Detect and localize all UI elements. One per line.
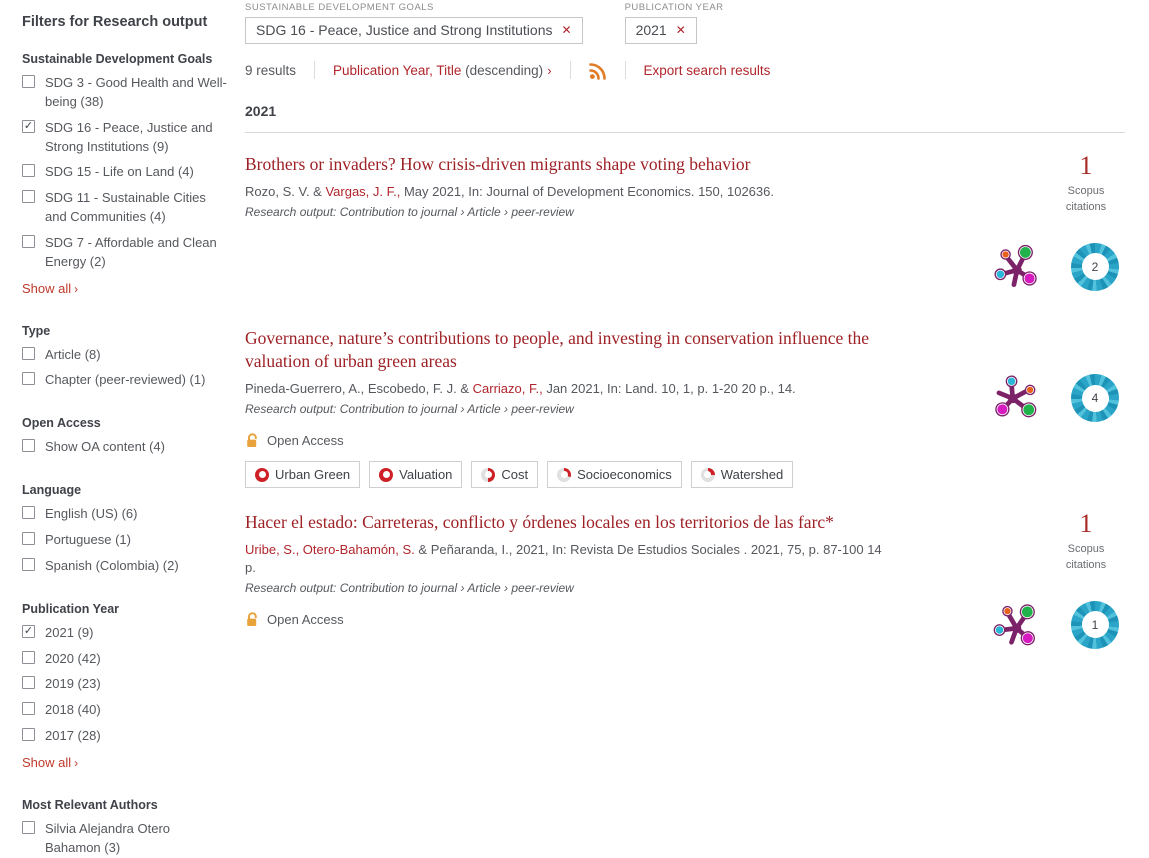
filter-option-label: 2021 (9) — [45, 624, 94, 640]
metric-badges — [991, 600, 1119, 650]
active-filter-year — [625, 2, 724, 44]
open-access-icon — [245, 611, 259, 627]
active-filters-bar — [245, 2, 1125, 44]
filter-option-2019[interactable] — [22, 675, 229, 694]
filter-option-sdg3[interactable] — [22, 74, 229, 112]
keyword-label: Valuation — [399, 467, 453, 483]
filter-option-portuguese[interactable] — [22, 531, 229, 550]
altmetric-donut-badge[interactable] — [1071, 601, 1119, 649]
filter-option-sdg15[interactable] — [22, 163, 229, 182]
keyword-chip[interactable] — [547, 461, 682, 488]
section-heading: Language — [22, 483, 82, 498]
checkbox-icon[interactable] — [22, 372, 35, 385]
author-link[interactable]: Uribe, S., Otero-Bahamón, S. — [245, 542, 415, 558]
filter-option-label: 2018 (40) — [45, 702, 101, 718]
divider — [245, 132, 1125, 133]
scopus-citations — [1053, 153, 1119, 216]
altmetric-score: 4 — [1082, 385, 1109, 412]
keyword-label: Socioeconomics — [577, 467, 672, 483]
checkbox-icon[interactable] — [22, 558, 35, 571]
result-title-link[interactable]: Brothers or invaders? How crisis-driven migrants shape voting behavior — [245, 154, 751, 174]
filter-option-label: English (US) (6) — [45, 506, 138, 522]
keyword-weight-ring-icon — [481, 468, 495, 482]
filter-chip-2021[interactable] — [625, 17, 697, 44]
rss-feed-button[interactable] — [589, 61, 607, 79]
filter-option-2017[interactable] — [22, 727, 229, 746]
keyword-chip[interactable] — [691, 461, 793, 488]
chevron-right-icon: › — [547, 62, 552, 78]
plumx-metrics-icon[interactable] — [991, 242, 1041, 292]
active-filter-sdg — [245, 2, 583, 44]
filter-option-chapter[interactable] — [22, 371, 229, 390]
result-type-line: Research output: Contribution to journal › Article › peer-review — [245, 205, 574, 220]
filters-sidebar — [0, 0, 243, 855]
filter-option-article[interactable] — [22, 346, 229, 365]
scopus-citations — [1053, 511, 1119, 574]
checkbox-icon[interactable] — [22, 532, 35, 545]
filter-option-label: SDG 16 - Peace, Justice and Strong Institutions (9) — [45, 119, 213, 154]
section-heading: Sustainable Development Goals — [22, 52, 213, 66]
result-title-link[interactable]: Hacer el estado: Carreteras, conflicto y órdenes locales en los territorios de las farc* — [245, 512, 834, 532]
checkbox-icon[interactable] — [22, 821, 35, 834]
filter-section-language — [22, 483, 229, 576]
metric-badges — [991, 373, 1119, 423]
checkbox-icon[interactable] — [22, 347, 35, 360]
checkbox-icon[interactable] — [22, 75, 35, 88]
section-heading: Type — [22, 323, 51, 338]
section-heading: Open Access — [22, 416, 101, 431]
remove-filter-icon[interactable]: ✕ — [675, 23, 686, 37]
remove-filter-icon[interactable]: ✕ — [561, 23, 572, 37]
filter-option-label: SDG 15 - Life on Land (4) — [45, 164, 194, 180]
filter-chip-sdg16[interactable] — [245, 17, 583, 44]
filter-option-label: Spanish (Colombia) (2) — [45, 557, 179, 573]
scopus-citation-count: 1 — [1079, 509, 1093, 538]
checkbox-icon[interactable]: ✓ — [23, 624, 34, 637]
filter-option-label: Chapter (peer-reviewed) (1) — [45, 372, 206, 388]
filter-option-label: SDG 3 - Good Health and Well-being (38) — [45, 75, 227, 109]
scopus-citation-count: 1 — [1079, 151, 1093, 180]
filter-option-author-otero[interactable] — [22, 820, 229, 858]
filter-option-label: 2020 (42) — [45, 650, 101, 666]
result-authors: Rozo, S. V. & Vargas, J. F., May 2021, In: Journal of Development Economics. 150, 102636. — [245, 184, 774, 200]
filter-option-label: Article (8) — [45, 346, 101, 362]
filter-option-label: Silvia Alejandra Otero Bahamon (3) — [45, 820, 171, 855]
result-item — [245, 153, 1125, 313]
scopus-citation-label: Scopus citations — [1065, 543, 1107, 571]
result-authors: Uribe, S., Otero-Bahamón, S. & Peñaranda, I., 2021, In: Revista De Estudios Sociales . 2021, 75, p. 87-100 14 p. — [245, 542, 882, 576]
keyword-weight-ring-icon — [557, 468, 571, 482]
filter-chip-value: SDG 16 - Peace, Justice and Strong Institutions — [256, 22, 553, 38]
altmetric-score: 2 — [1082, 253, 1109, 280]
chevron-right-icon: › — [74, 281, 79, 296]
result-type-line: Research output: Contribution to journal › Article › peer-review — [245, 581, 574, 596]
result-content — [245, 153, 883, 313]
filter-option-label: Portuguese (1) — [45, 531, 131, 547]
filter-option-label: SDG 7 - Affordable and Clean Energy (2) — [45, 234, 217, 269]
result-content — [245, 327, 883, 495]
results-count: 9 results — [245, 62, 297, 78]
show-all-link[interactable]: Show all › — [22, 754, 79, 770]
filter-option-label: 2019 (23) — [45, 676, 101, 692]
checkbox-icon[interactable] — [22, 728, 35, 741]
metric-badges — [991, 242, 1119, 292]
filter-option-sdg16[interactable] — [22, 119, 229, 157]
filters-title: Filters for Research output — [22, 14, 208, 30]
result-authors: Pineda-Guerrero, A., Escobedo, F. J. & Carriazo, F., Jan 2021, In: Land. 10, 1, p. 1-20 20 p., 14. — [245, 381, 796, 397]
checkbox-icon[interactable] — [22, 235, 35, 248]
keyword-chip[interactable] — [471, 461, 538, 488]
filter-option-label: Show OA content (4) — [45, 439, 165, 455]
filter-section-open-access — [22, 416, 229, 457]
checkbox-icon[interactable] — [22, 676, 35, 689]
section-heading: Most Relevant Authors — [22, 797, 158, 812]
result-item — [245, 327, 1125, 495]
year-group-heading: 2021 — [245, 103, 277, 119]
keyword-chips — [245, 461, 883, 488]
results-main — [243, 0, 1149, 652]
result-title-link[interactable]: Governance, nature’s contributions to people, and investing in conservation influence the valuation of urban green areas — [245, 328, 869, 372]
show-all-link[interactable]: Show all › — [22, 280, 79, 296]
checkbox-icon[interactable] — [22, 651, 35, 664]
keyword-label: Urban Green — [275, 467, 351, 483]
divider — [314, 61, 315, 79]
keyword-weight-ring-icon — [701, 468, 715, 482]
checkbox-icon[interactable] — [22, 439, 35, 452]
filter-option-oa[interactable] — [22, 438, 229, 457]
keyword-chip[interactable] — [245, 461, 360, 488]
divider — [625, 61, 626, 79]
plumx-metrics-icon[interactable] — [988, 597, 1044, 653]
filter-option-spanish[interactable] — [22, 557, 229, 576]
divider — [570, 61, 571, 79]
filter-section-type — [22, 324, 229, 391]
keyword-weight-ring-icon — [379, 468, 393, 482]
section-heading: Publication Year — [22, 601, 120, 616]
author-link[interactable]: Vargas, J. F., — [325, 184, 401, 200]
keyword-label: Watershed — [720, 467, 784, 483]
filter-option-2018[interactable] — [22, 701, 229, 720]
sort-selector[interactable]: Publication Year, Title (descending) › — [333, 62, 552, 78]
filter-option-sdg11[interactable] — [22, 189, 229, 227]
keyword-chip[interactable] — [369, 461, 462, 488]
export-results-link[interactable]: Export search results — [643, 62, 771, 78]
checkbox-icon[interactable] — [22, 164, 35, 177]
filter-group-label: PUBLICATION YEAR — [624, 2, 724, 13]
scopus-citation-label: Scopus citations — [1065, 185, 1107, 213]
result-item — [245, 511, 1125, 651]
filter-section-sdg — [22, 52, 229, 298]
open-access-label: Open Access — [267, 611, 344, 627]
keyword-weight-ring-icon — [255, 468, 269, 482]
filter-option-english[interactable] — [22, 505, 229, 524]
filter-option-2021[interactable] — [22, 624, 229, 643]
checkbox-icon[interactable] — [22, 190, 35, 203]
keyword-label: Cost — [501, 467, 529, 483]
open-access-row — [245, 432, 883, 448]
filter-section-year — [22, 602, 229, 772]
rss-icon — [589, 61, 607, 79]
open-access-icon — [245, 432, 259, 448]
open-access-row — [245, 611, 883, 627]
altmetric-donut-badge[interactable] — [1071, 374, 1119, 422]
filter-option-label: SDG 11 - Sustainable Cities and Communities (4) — [45, 190, 206, 225]
filter-chip-value: 2021 — [635, 22, 667, 38]
filter-option-label: 2017 (28) — [45, 728, 101, 744]
checkbox-icon[interactable]: ✓ — [23, 119, 34, 132]
result-metrics — [883, 511, 1125, 651]
filter-group-label: SUSTAINABLE DEVELOPMENT GOALS — [245, 2, 434, 13]
chevron-right-icon: › — [74, 755, 79, 770]
result-metrics — [883, 153, 1125, 313]
altmetric-donut-badge[interactable] — [1071, 243, 1119, 291]
result-metrics — [883, 327, 1125, 495]
plumx-metrics-icon[interactable] — [987, 369, 1045, 427]
result-content — [245, 511, 883, 651]
altmetric-score: 1 — [1082, 611, 1109, 638]
result-type-line: Research output: Contribution to journal › Article › peer-review — [245, 402, 574, 417]
filter-section-authors — [22, 798, 229, 858]
open-access-label: Open Access — [267, 432, 344, 448]
author-link[interactable]: Carriazo, F., — [472, 381, 543, 397]
filter-option-2020[interactable] — [22, 650, 229, 669]
checkbox-icon[interactable] — [22, 506, 35, 519]
results-toolbar — [245, 61, 1125, 79]
checkbox-icon[interactable] — [22, 702, 35, 715]
filter-option-sdg7[interactable] — [22, 234, 229, 272]
